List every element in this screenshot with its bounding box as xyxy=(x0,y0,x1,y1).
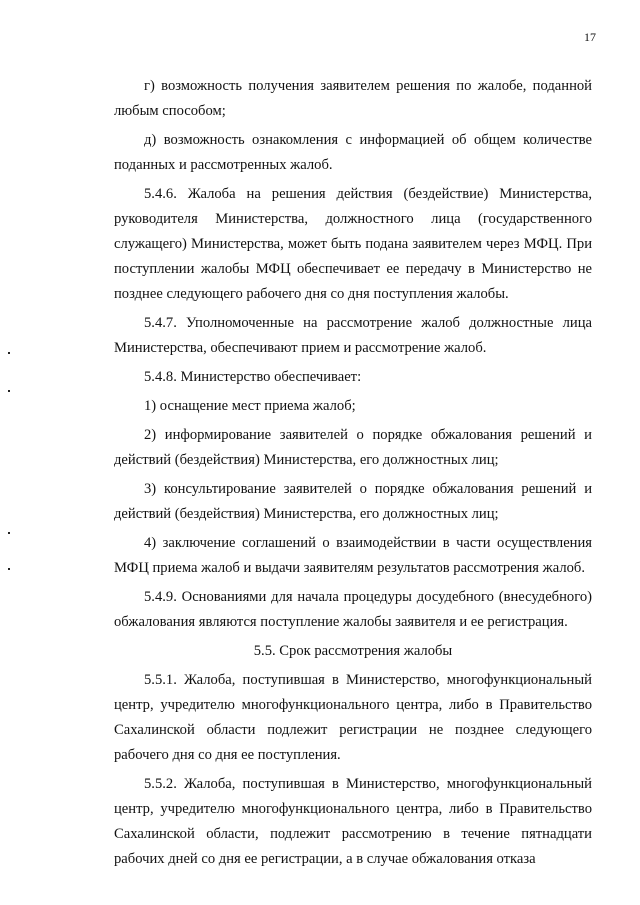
scan-mark xyxy=(8,352,10,354)
paragraph: 5.4.7. Уполномоченные на рассмотрение жалоб должностные лица Министерства, обеспечивают прием и рассмотрение жалоб. xyxy=(114,315,592,356)
paragraph: 2) информирование заявителей о порядке обжалования решений и действий (бездействия) Министерства, его должностных лиц; xyxy=(114,427,592,468)
paragraph: 4) заключение соглашений о взаимодействии в части осуществления МФЦ приема жалоб и выдачи заявителям результатов рассмотрения жалоб. xyxy=(114,535,592,576)
paragraph: 5.4.9. Основаниями для начала процедуры досудебного (внесудебного) обжалования являются поступление жалобы заявителя и ее регистрация. xyxy=(114,589,592,630)
scan-mark xyxy=(8,390,10,392)
section-heading: 5.5. Срок рассмотрения жалобы xyxy=(253,643,453,659)
document-body xyxy=(114,74,592,876)
page-number: 17 xyxy=(584,30,596,44)
paragraph: 5.5.1. Жалоба, поступившая в Министерство, многофункциональный центр, учредителю многофункционального центра, либо в Правительство Сахалинской области подлежит регистрации не позднее следующего рабочего дня со дня ее поступления. xyxy=(114,672,592,763)
paragraph: д) возможность ознакомления с информацией об общем количестве поданных и рассмотренных жалоб. xyxy=(114,132,592,173)
paragraph: 1) оснащение мест приема жалоб; xyxy=(144,398,356,414)
paragraph: 5.5.2. Жалоба, поступившая в Министерство, многофункциональный центр, учредителю многофункционального центра, либо в Правительство Сахалинской области, подлежит рассмотрению в течение пятнадцати рабочих дней со дня ее регистрации, а в случае обжалования отказа xyxy=(114,776,592,867)
paragraph: 5.4.6. Жалоба на решения действия (бездействие) Министерства, руководителя Министерства, должностного лица (государственного служащего) Министерства, может быть подана заявителем через МФЦ. При поступлении жалобы МФЦ обеспечивает ее передачу в Министерство не позднее следующего рабочего дня со дня поступления жалобы. xyxy=(114,186,592,302)
paragraph: 3) консультирование заявителей о порядке обжалования решений и действий (бездействия) Министерства, его должностных лиц; xyxy=(114,481,592,522)
scan-mark xyxy=(8,532,10,534)
paragraph: 5.4.8. Министерство обеспечивает: xyxy=(144,369,362,385)
scan-mark xyxy=(8,568,10,570)
paragraph: г) возможность получения заявителем решения по жалобе, поданной любым способом; xyxy=(114,78,592,119)
